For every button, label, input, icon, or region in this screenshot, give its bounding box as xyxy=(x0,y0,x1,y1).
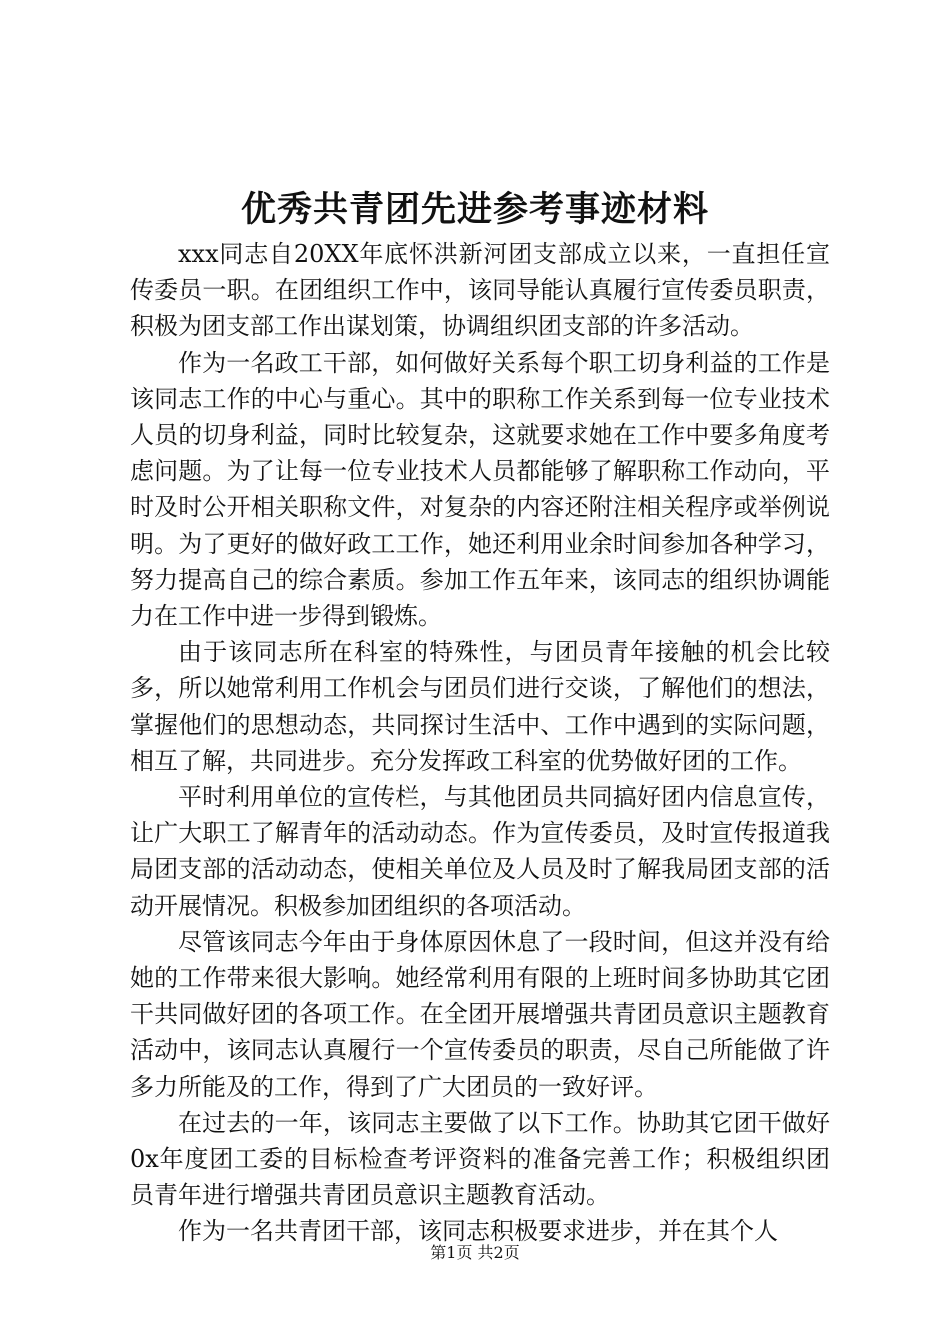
paragraph: 由于该同志所在科室的特殊性，与团员青年接触的机会比较多，所以她常利用工作机会与团员们进行交谈，了解他们的想法，掌握他们的思想动态，共同探讨生活中、工作中遇到的实际问题，相互了解，共同进步。充分发挥政工科室的优势做好团的工作。 xyxy=(130,638,830,775)
paragraph: 作为一名共青团干部，该同志积极要求进步，并在其个人 xyxy=(178,1217,778,1246)
document-title: 优秀共青团先进参考事迹材料 xyxy=(240,189,709,230)
paragraph: 平时利用单位的宣传栏，与其他团员共同搞好团内信息宣传，让广大职工了解青年的活动动态。作为宣传委员，及时宣传报道我局团支部的活动动态，使相关单位及人员及时了解我局团支部的活动开展情况。积极参加团组织的各项活动。 xyxy=(130,783,830,920)
paragraph: xxx同志自20XX年底怀洪新河团支部成立以来，一直担任宣传委员一职。在团组织工作中，该同导能认真履行宣传委员职责，积极为团支部工作出谋划策，协调组织团支部的许多活动。 xyxy=(130,240,830,341)
document-body xyxy=(130,236,830,1250)
paragraph: 作为一名政工干部，如何做好关系每个职工切身利益的工作是该同志工作的中心与重心。其中的职称工作关系到每一位专业技术人员的切身利益，同时比较复杂，这就要求她在工作中要多角度考虑问题。为了让每一位专业技术人员都能够了解职称工作动向，平时及时公开相关职称文件，对复杂的内容还附注相关程序或举例说明。为了更好的做好政工工作，她还利用业余时间参加各种学习，努力提高自己的综合素质。参加工作五年来，该同志的组织协调能力在工作中进一步得到锻炼。 xyxy=(130,348,830,631)
paragraph: 在过去的一年，该同志主要做了以下工作。协助其它团干做好0x年度团工委的目标检查考评资料的准备完善工作；积极组织团员青年进行增强共青团员意识主题教育活动。 xyxy=(130,1108,830,1210)
page-footer: 第1页 共2页 xyxy=(430,1243,520,1262)
paragraph: 尽管该同志今年由于身体原因休息了一段时间，但这并没有给她的工作带来很大影响。她经常利用有限的上班时间多协助其它团干共同做好团的各项工作。在全团开展增强共青团员意识主题教育活动中，该同志认真履行一个宣传委员的职责，尽自己所能做了许多力所能及的工作，得到了广大团员的一致好评。 xyxy=(130,927,830,1101)
